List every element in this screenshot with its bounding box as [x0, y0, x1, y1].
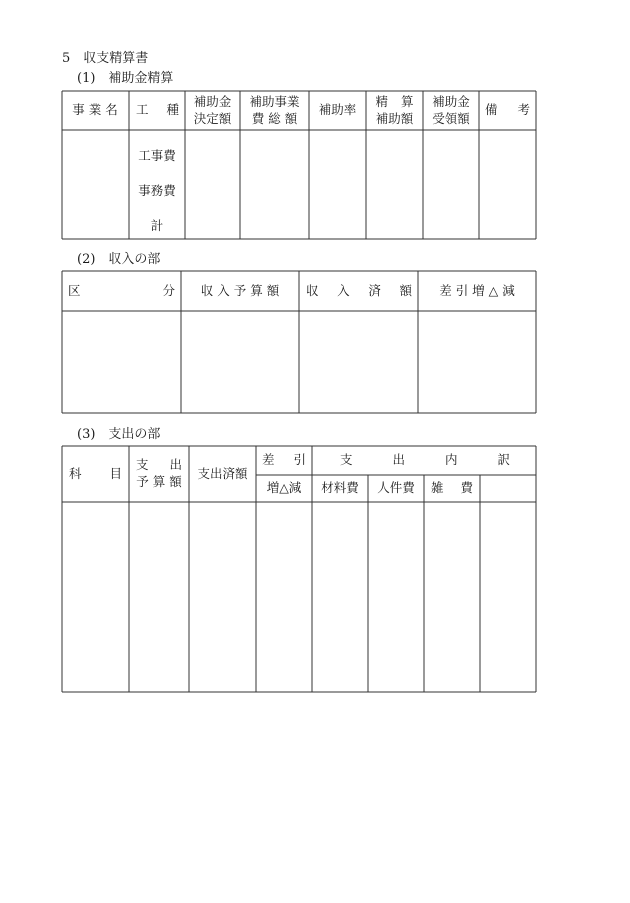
header-subsidy-rate-text: 補助率 [318, 102, 357, 118]
header-category [68, 271, 175, 311]
header-misc-cost [431, 475, 473, 502]
header-expense-difference-char-2: 引 [293, 452, 306, 468]
header-account-item-char-2: 目 [109, 465, 122, 481]
header-remarks-char-1: 備 [485, 102, 498, 118]
header-labor-cost-text: 人件費 [377, 480, 415, 496]
header-expense-paid [189, 446, 256, 502]
header-account-item-char-1: 科 [69, 465, 82, 481]
header-settled-char-1: 精 [375, 93, 389, 109]
header-income-received-char-4: 額 [399, 282, 412, 298]
subsection-1-title: (1) 補助金精算 [77, 71, 174, 86]
header-increase-decrease [256, 475, 312, 502]
header-expense-difference [262, 446, 306, 475]
header-income-budget [181, 271, 299, 311]
header-total-cost-line-2: 費 総 額 [251, 110, 298, 126]
header-breakdown-char-4: 訳 [497, 452, 510, 468]
header-decided-amount [185, 91, 240, 130]
header-project-name [66, 91, 124, 130]
header-total-cost [240, 91, 309, 130]
header-income-received-char-1: 収 [306, 282, 319, 298]
subsection-2-title: (2) 収入の部 [77, 252, 161, 267]
header-work-type-char-2: 種 [166, 102, 179, 118]
header-category-char-2: 分 [162, 282, 175, 298]
header-received-amount [423, 91, 479, 130]
header-settled-amount [366, 91, 423, 130]
header-labor-cost [368, 475, 424, 502]
header-expense-budget-line-2: 予 算 額 [136, 474, 182, 489]
header-account-item [69, 446, 122, 502]
header-settled-amount-line-2: 補助額 [375, 110, 414, 126]
header-misc-cost-char-2: 費 [460, 480, 473, 496]
header-breakdown-char-3: 内 [444, 452, 458, 468]
header-income-received-char-2: 入 [337, 282, 350, 298]
header-expense-difference-char-1: 差 [262, 452, 275, 468]
header-work-type [136, 91, 179, 130]
subsection-3-title: (3) 支出の部 [77, 427, 161, 442]
header-breakdown-char-1: 支 [340, 452, 353, 468]
header-work-type-char-1: 工 [136, 102, 149, 118]
header-misc-cost-char-1: 雑 [431, 480, 444, 496]
header-material-cost-text: 材料費 [321, 480, 359, 496]
header-breakdown-char-2: 出 [392, 452, 405, 468]
row-label-construction-cost: 工事費 [138, 147, 176, 163]
header-expense-paid-text: 支出済額 [197, 465, 248, 481]
section-title: 5 収支精算書 [62, 51, 149, 66]
header-expense-budget-line-1 [136, 457, 182, 474]
row-label-total: 計 [150, 217, 164, 233]
header-received-amount-line-1: 補助金 [432, 93, 470, 109]
header-expense-breakdown [340, 446, 510, 475]
header-expense-budget-char-2: 出 [169, 457, 182, 473]
header-category-char-1: 区 [68, 282, 81, 298]
header-income-budget-text: 収 入 予 算 額 [200, 282, 280, 298]
row-label-office-cost: 事務費 [138, 182, 176, 198]
header-remarks [485, 91, 530, 130]
header-project-name-text: 事 業 名 [72, 102, 118, 118]
header-increase-decrease-text: 増△減 [266, 480, 302, 496]
header-total-cost-line-1: 補助事業 [249, 93, 300, 109]
header-income-received [306, 271, 412, 311]
header-expense-budget [129, 446, 189, 502]
header-decided-amount-line-2: 決定額 [193, 110, 232, 126]
header-expense-budget-char-1: 支 [136, 457, 149, 473]
header-subsidy-rate [309, 91, 366, 130]
header-received-amount-line-2: 受領額 [432, 110, 470, 126]
header-income-difference-text: 差 引 増 △ 減 [439, 282, 515, 298]
header-settled-amount-line-1 [376, 94, 414, 111]
header-remarks-char-2: 考 [517, 102, 530, 118]
header-material-cost [312, 475, 368, 502]
header-income-received-char-3: 済 [368, 282, 381, 298]
header-settled-char-2: 算 [400, 93, 414, 109]
header-decided-amount-line-1: 補助金 [193, 93, 232, 109]
header-income-difference [418, 271, 536, 311]
